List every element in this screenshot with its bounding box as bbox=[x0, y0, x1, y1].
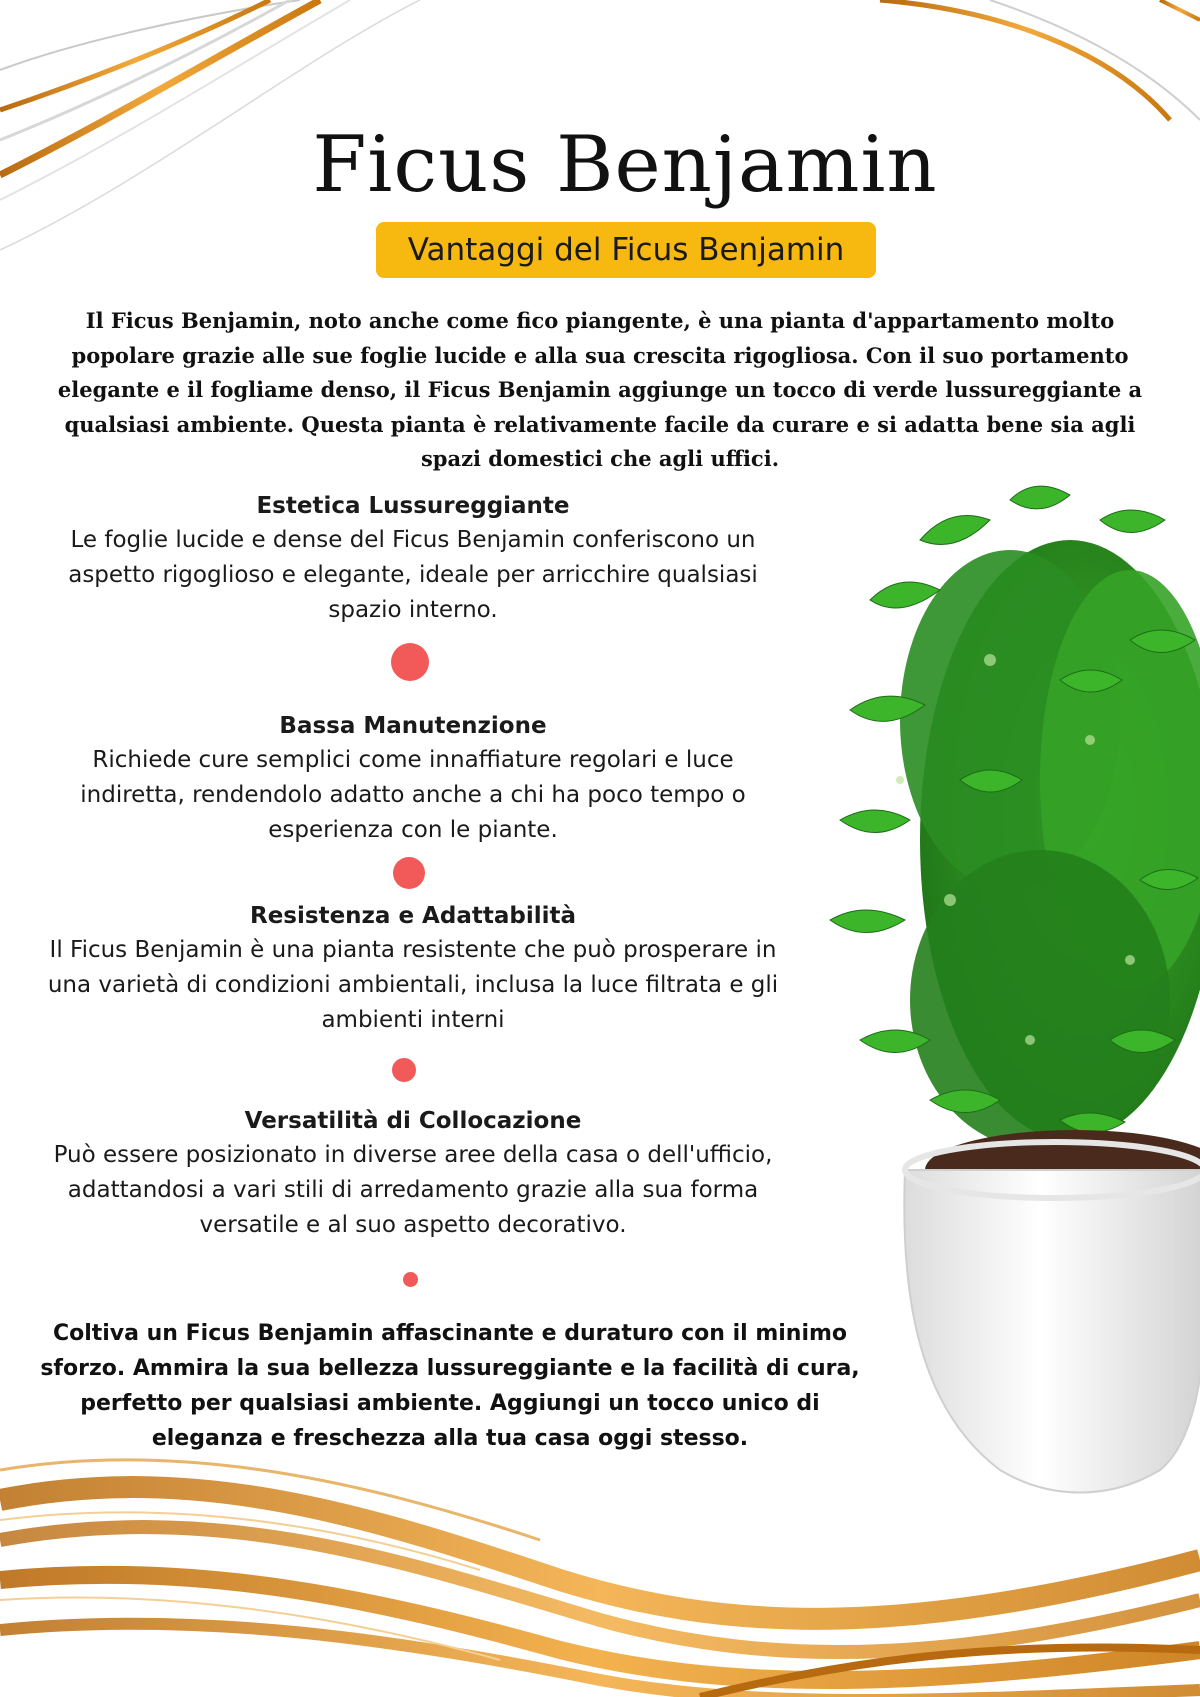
feature-heading: Bassa Manutenzione bbox=[279, 713, 547, 739]
potted-ficus-plant bbox=[810, 480, 1200, 1570]
feature-text: Può essere posizionato in diverse aree della casa o dell'ufficio, adattandosi a vari stili di arredamento grazie alla sua forma versatile e al suo aspetto decorativo. bbox=[53, 1142, 773, 1238]
feature-maintenance bbox=[38, 713, 788, 848]
intro-paragraph: Il Ficus Benjamin, noto anche come fico piangente, è una pianta d'appartamento molto popolare grazie alle sue foglie lucide e alla sua crescita rigogliosa. Con il suo portamento elegante e il fogliame denso, il Ficus Benjamin aggiunge un tocco di verde lussureggiante a qualsiasi ambiente. Questa pianta è relativamente facile da curare e si adatta bene sia agli spazi domestici che agli uffici. bbox=[57, 308, 1143, 471]
feature-resistance bbox=[38, 903, 788, 1038]
subtitle-badge: Vantaggi del Ficus Benjamin bbox=[376, 222, 876, 278]
feature-heading: Resistenza e Adattabilità bbox=[250, 903, 576, 929]
closing-paragraph: Coltiva un Ficus Benjamin affascinante e duraturo con il minimo sforzo. Ammira la sua bellezza lussureggiante e la facilità di cura, perfetto per qualsiasi ambiente. Aggiungi un tocco unico di eleganza e freschezza alla tua casa oggi stesso. bbox=[40, 1321, 860, 1451]
feature-versatility bbox=[38, 1108, 788, 1243]
bullet-dot bbox=[403, 1272, 418, 1287]
feature-text: Richiede cure semplici come innaffiature regolari e luce indiretta, rendendolo adatto anche a chi ha poco tempo o esperienza con le piante. bbox=[80, 747, 746, 843]
feature-aesthetics bbox=[38, 493, 788, 628]
feature-text: Il Ficus Benjamin è una pianta resistente che può prosperare in una varietà di condizioni ambientali, inclusa la luce filtrata e gli ambienti interni bbox=[47, 937, 779, 1033]
feature-text: Le foglie lucide e dense del Ficus Benjamin conferiscono un aspetto rigoglioso e elegante, ideale per arricchire qualsiasi spazio interno. bbox=[68, 527, 758, 623]
bullet-dot bbox=[392, 1058, 416, 1082]
feature-heading: Estetica Lussureggiante bbox=[256, 493, 570, 519]
bullet-dot bbox=[391, 643, 429, 681]
feature-heading: Versatilità di Collocazione bbox=[244, 1108, 582, 1134]
bullet-dot bbox=[393, 857, 425, 889]
page-title: Ficus Benjamin bbox=[312, 120, 938, 210]
